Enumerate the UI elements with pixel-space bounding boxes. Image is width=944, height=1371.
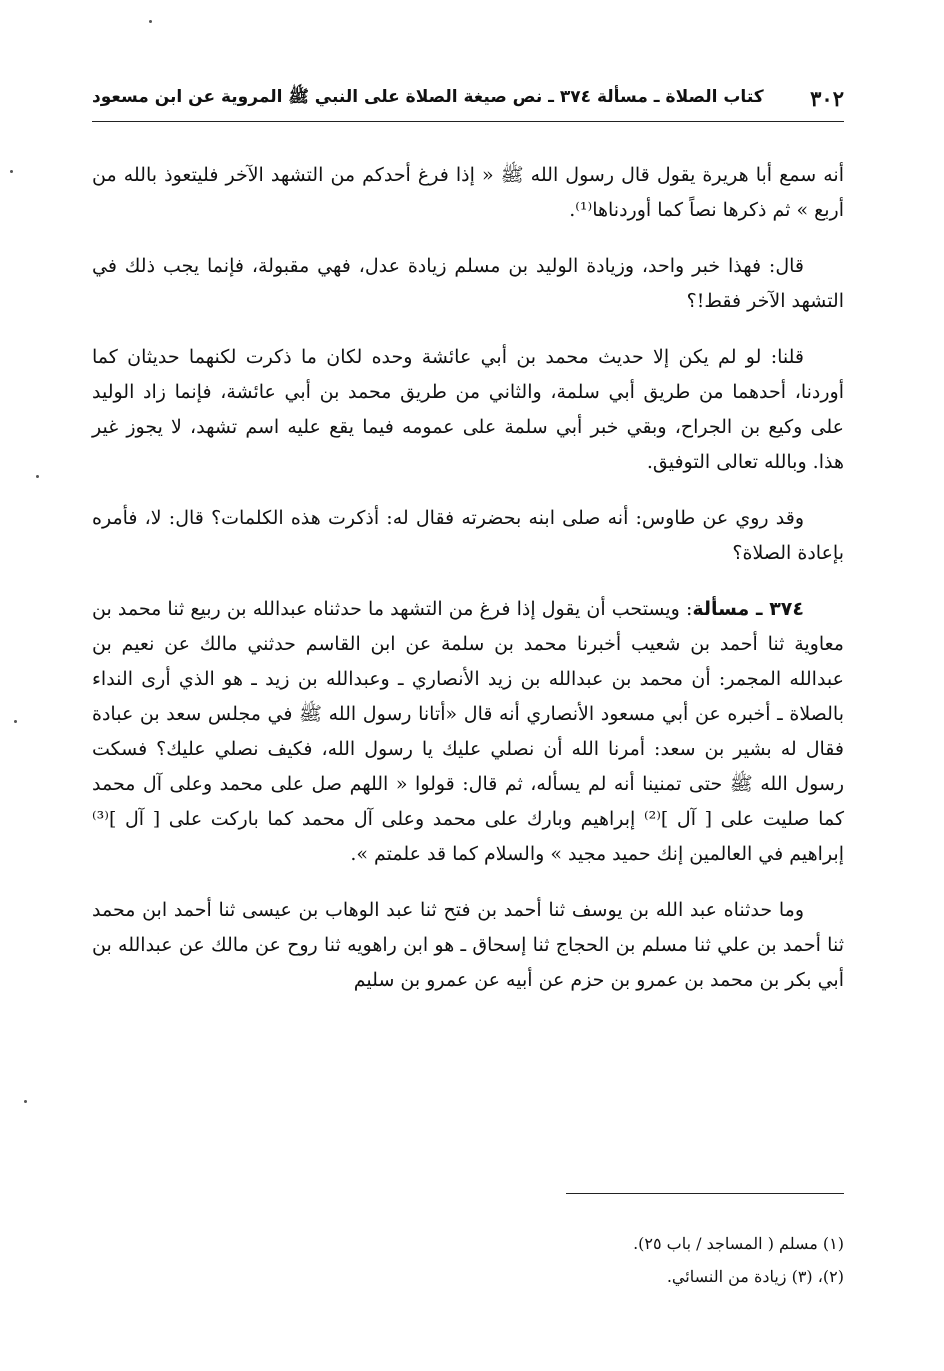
footnotes (92, 1227, 844, 1293)
paragraph-tawus: وقد روي عن طاوس: أنه صلى ابنه بحضرته فقال له: أذكرت هذه الكلمات؟ قال: لا، فأمره بإعادة الصلاة؟ (92, 507, 844, 564)
paragraph-hadith-abu-hurayra: أنه سمع أبا هريرة يقول قال رسول الله ﷺ « إذا فرغ أحدكم من التشهد الآخر فليتعوذ بالله من أربع » ثم ذكرها نصاً كما أوردناها⁽¹⁾. (92, 164, 844, 221)
paragraph-issue-374 (92, 592, 844, 872)
scan-speck (36, 475, 39, 478)
paragraph-response: قلنا: لو لم يكن إلا حديث محمد بن أبي عائشة وحده لكان ما ذكرت لكنهما حديثان كما أوردنا، أحدهما من طريق أبي سلمة، والثاني من طريق محمد بن أبي عائشة، فإنما زاد الوليد على وكيع بن الجراح، وبقي خبر أبي سلمة على عمومه فيما يقع عليه اسم تشهد، لا يجوز غير هذا. وبالله تعالى التوفيق. (92, 346, 844, 473)
page-number: ٣٠٢ (810, 85, 844, 111)
main-text (92, 158, 844, 998)
scan-speck (14, 720, 17, 723)
scan-speck (10, 170, 13, 173)
footnote-2-3: (٢)، (٣) زيادة من النسائي. (666, 1267, 844, 1286)
header-rule (92, 121, 844, 122)
scan-speck (149, 20, 152, 23)
issue-heading: ٣٧٤ ـ مسألة (692, 598, 804, 620)
scan-speck (24, 1100, 27, 1103)
footnote-rule (566, 1193, 844, 1194)
paragraph-objection: قال: فهذا خبر واحد، وزيادة الوليد بن مسلم زيادة عدل، فهي مقبولة، فإنما يجب ذلك في التشهد الآخر فقط!؟ (92, 255, 844, 312)
issue-text: : ويستحب أن يقول إذا فرغ من التشهد ما حدثناه عبدالله بن ربيع ثنا محمد بن معاوية ثنا أحمد بن شعيب أخبرنا محمد بن سلمة عن ابن القاسم حدثني مالك عن نعيم بن عبدالله المجمر: أن محمد بن عبدالله بن زيد الأنصاري ـ وعبدالله بن زيد ـ هو الذي أرى النداء بالصلاة ـ أخبره عن أبي مسعود الأنصاري أنه قال «أتانا رسول الله ﷺ في مجلس سعد بن عبادة فقال له بشير بن سعد: أمرنا الله أن نصلي عليك يا رسول الله، فكيف نصلي عليك؟ فسكت رسول الله ﷺ حتى تمنينا أنه لم يسأله، ثم قال: قولوا « اللهم صل على محمد وعلى آل محمد كما صليت على [ آل ]⁽²⁾ إبراهيم وبارك على محمد وعلى آل محمد كما باركت على [ آل ]⁽³⁾ إبراهيم في العالمين إنك حميد مجيد » والسلام كما قد علمتم ». (92, 598, 844, 865)
paragraph-second-chain: وما حدثناه عبد الله بن يوسف ثنا أحمد بن فتح ثنا عبد الوهاب بن عيسى ثنا أحمد ابن محمد ثنا أحمد بن علي ثنا مسلم بن الحجاج ثنا إسحاق ـ هو ابن راهويه ثنا روح عن مالك عن عبدالله بن أبي بكر بن محمد بن عمرو بن حزم عن أبيه عن عمرو بن سليم (92, 899, 844, 991)
running-title: كتاب الصلاة ـ مسألة ٣٧٤ ـ نص صيغة الصلاة على النبي ﷺ المروية عن ابن مسعود (92, 86, 764, 107)
footnote-1: (١) مسلم ( المساجد / باب ٢٥). (633, 1234, 844, 1253)
page-header (92, 78, 844, 118)
